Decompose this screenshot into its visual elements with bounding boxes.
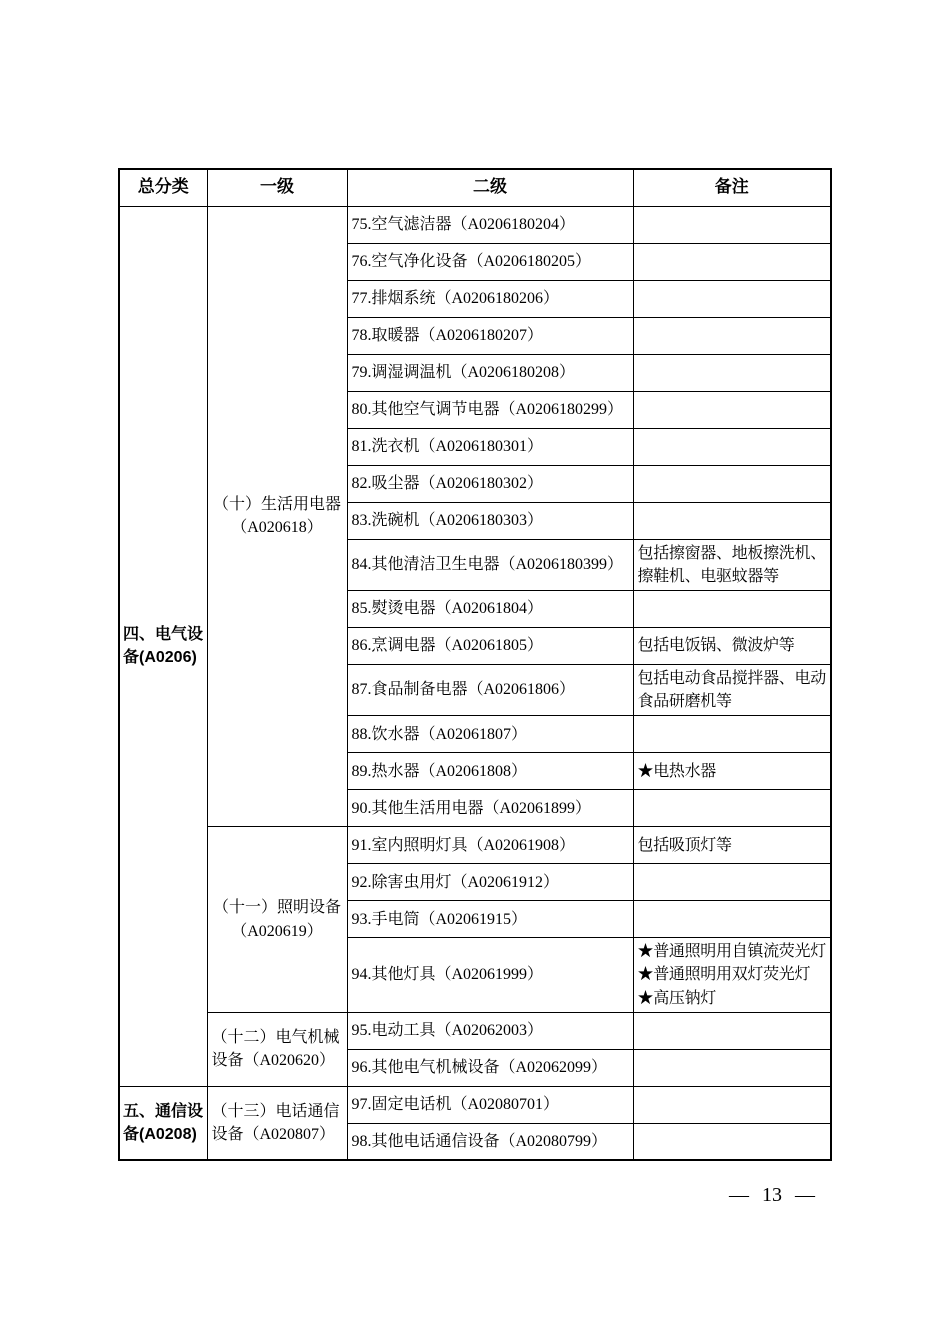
note-cell: [633, 391, 831, 428]
category-cell: 五、通信设备(A0208): [119, 1086, 207, 1160]
note-line: ★电热水器: [637, 762, 717, 780]
classification-table-container: [118, 168, 830, 1161]
table-row: [119, 206, 831, 243]
column-header: 总分类: [119, 169, 207, 206]
table-body: [119, 206, 831, 1160]
note-cell: [633, 664, 831, 715]
level2-cell: 96.其他电气机械设备（A02062099）: [347, 1049, 633, 1086]
table-row: [119, 1012, 831, 1049]
level2-cell: 82.吸尘器（A0206180302）: [347, 465, 633, 502]
note-cell: [633, 827, 831, 864]
note-cell: [633, 317, 831, 354]
note-cell: [633, 243, 831, 280]
level2-cell: 77.排烟系统（A0206180206）: [347, 280, 633, 317]
note-cell: [633, 753, 831, 790]
level2-cell: 78.取暖器（A0206180207）: [347, 317, 633, 354]
level2-cell: 93.手电筒（A02061915）: [347, 901, 633, 938]
level1-line: （十二）电气机械设备（A020620）: [211, 1029, 340, 1070]
note-line: ★普通照明用双灯荧光灯: [637, 966, 811, 984]
level1-line: （十）生活用电器: [212, 496, 341, 514]
level2-cell: 84.其他清洁卫生电器（A0206180399）: [347, 539, 633, 590]
level2-cell: 87.食品制备电器（A02061806）: [347, 664, 633, 715]
note-cell: [633, 206, 831, 243]
note-line: 包括电动食品搅拌器、电动食品研磨机等: [637, 669, 826, 711]
level1-line: （十三）电话通信设备（A020807）: [211, 1102, 340, 1144]
level2-cell: 98.其他电话通信设备（A02080799）: [347, 1123, 633, 1160]
level2-cell: 88.饮水器（A02061807）: [347, 716, 633, 753]
level1-cell: [207, 1012, 347, 1086]
header-row: [119, 169, 831, 206]
level1-line: （十一）照明设备: [212, 899, 341, 917]
note-line: 包括电饭锅、微波炉等: [637, 637, 795, 655]
note-cell: [633, 901, 831, 938]
note-cell: [633, 590, 831, 627]
note-cell: [633, 716, 831, 753]
note-line: 包括吸顶灯等: [637, 836, 732, 854]
note-line: ★普通照明用自镇流荧光灯: [637, 943, 826, 961]
note-cell: [633, 790, 831, 827]
level2-cell: 90.其他生活用电器（A02061899）: [347, 790, 633, 827]
level1-cell: [207, 1086, 347, 1160]
note-cell: [633, 864, 831, 901]
level2-cell: 92.除害虫用灯（A02061912）: [347, 864, 633, 901]
level1-cell: [207, 206, 347, 827]
note-cell: [633, 465, 831, 502]
column-header: 一级: [207, 169, 347, 206]
level2-cell: 89.热水器（A02061808）: [347, 753, 633, 790]
note-line: 包括擦窗器、地板擦洗机、擦鞋机、电驱蚊器等: [637, 544, 826, 585]
note-cell: [633, 502, 831, 539]
note-cell: [633, 1049, 831, 1086]
table-row: [119, 827, 831, 864]
note-cell: [633, 1012, 831, 1049]
page-number-value: 13: [762, 1184, 782, 1206]
level1-cell: [207, 827, 347, 1013]
table-row: [119, 1086, 831, 1123]
note-cell: [633, 280, 831, 317]
note-cell: [633, 539, 831, 590]
note-cell: [633, 1123, 831, 1160]
column-header: 备注: [633, 169, 831, 206]
note-line: ★高压钠灯: [637, 989, 717, 1007]
note-cell: [633, 428, 831, 465]
table-header: [119, 169, 831, 206]
level1-line: （A020619）: [231, 922, 323, 940]
level2-cell: 85.熨烫电器（A02061804）: [347, 590, 633, 627]
level2-cell: 97.固定电话机（A02080701）: [347, 1086, 633, 1123]
level2-cell: 75.空气滤洁器（A0206180204）: [347, 206, 633, 243]
level2-cell: 80.其他空气调节电器（A0206180299）: [347, 391, 633, 428]
level2-cell: 95.电动工具（A02062003）: [347, 1012, 633, 1049]
level2-cell: 91.室内照明灯具（A02061908）: [347, 827, 633, 864]
classification-table: [118, 168, 832, 1161]
level2-cell: 79.调湿调温机（A0206180208）: [347, 354, 633, 391]
page-number-left-dash: —: [729, 1184, 749, 1206]
note-cell: [633, 627, 831, 664]
column-header: 二级: [347, 169, 633, 206]
note-cell: [633, 938, 831, 1013]
level1-line: （A020618）: [231, 519, 323, 537]
page-number-right-dash: —: [795, 1184, 815, 1206]
level2-cell: 86.烹调电器（A02061805）: [347, 627, 633, 664]
page-number: [712, 1184, 832, 1207]
level2-cell: 76.空气净化设备（A0206180205）: [347, 243, 633, 280]
level2-cell: 83.洗碗机（A0206180303）: [347, 502, 633, 539]
note-cell: [633, 1086, 831, 1123]
level2-cell: 94.其他灯具（A02061999）: [347, 938, 633, 1013]
note-cell: [633, 354, 831, 391]
level2-cell: 81.洗衣机（A0206180301）: [347, 428, 633, 465]
category-cell: 四、电气设备(A0206): [119, 206, 207, 1086]
